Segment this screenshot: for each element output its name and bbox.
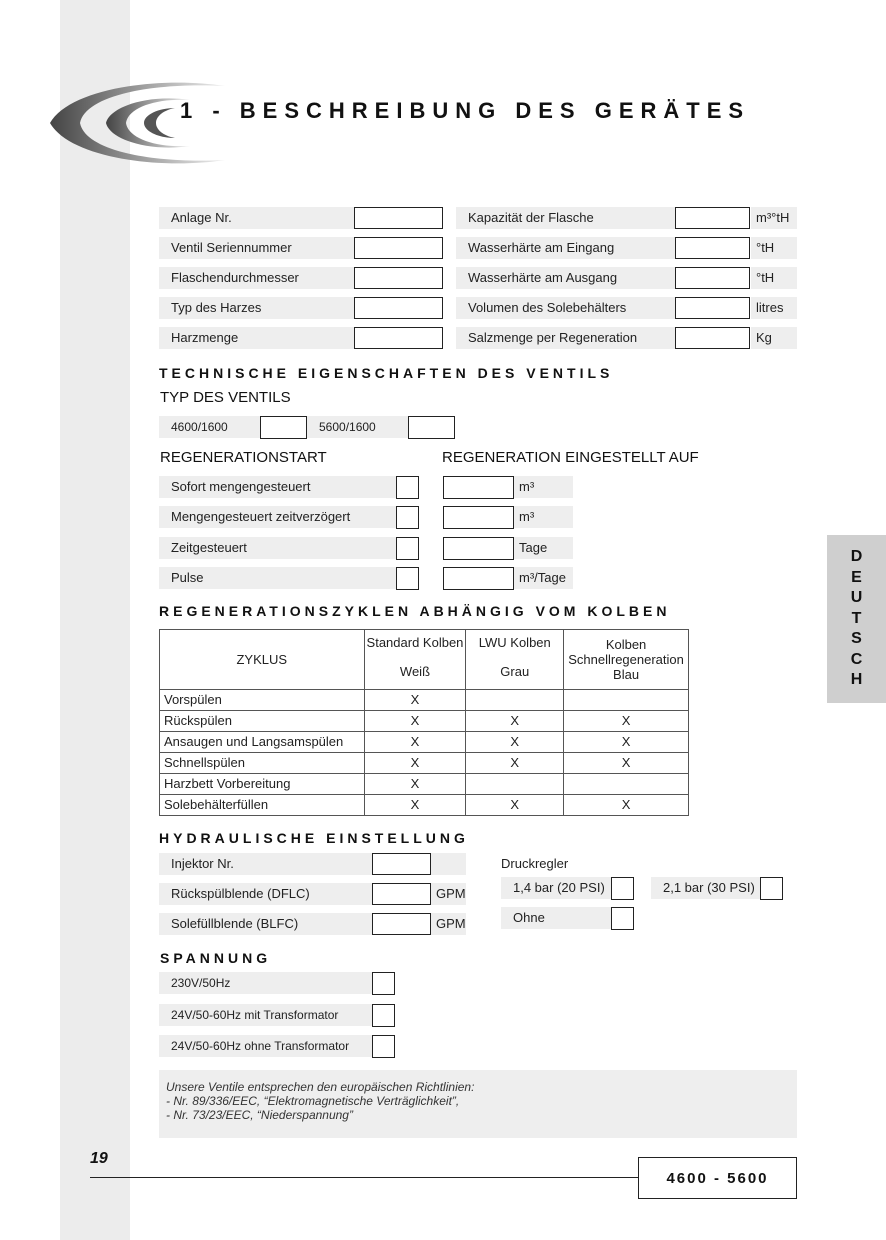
cycle-name: Solebehälterfüllen — [160, 795, 365, 816]
tab-letter: E — [851, 568, 862, 586]
col-header-schnell-top: Kolben Schnellregeneration — [568, 637, 684, 667]
unit-label: Tage — [514, 537, 573, 559]
cycle-cell — [564, 774, 689, 795]
table-row — [160, 753, 689, 774]
cycle-name: Harzbett Vorbereitung — [160, 774, 365, 795]
ventil-seriennummer-input[interactable] — [354, 237, 443, 259]
pressure-label: 1,4 bar (20 PSI) — [501, 877, 611, 899]
pressure-label: Ohne — [501, 907, 611, 929]
haerte-ausgang-input[interactable] — [675, 267, 750, 289]
footer-rule — [90, 1177, 638, 1178]
cycle-cell: X — [466, 711, 564, 732]
table-row — [160, 774, 689, 795]
unit-spacer — [431, 853, 466, 875]
table-row — [160, 732, 689, 753]
unit-label: °tH — [751, 267, 797, 289]
table-row — [160, 690, 689, 711]
regen-set-input[interactable] — [443, 567, 514, 590]
language-tab — [827, 535, 886, 703]
page-margin-strip — [60, 0, 130, 1240]
voltage-label: 24V/50-60Hz mit Transformator — [159, 1004, 372, 1026]
tab-letter: T — [851, 609, 862, 627]
field-label: Kapazität der Flasche — [456, 207, 675, 229]
kapazitaet-input[interactable] — [675, 207, 750, 229]
voltage-label: 24V/50-60Hz ohne Transformator — [159, 1035, 372, 1057]
table-row — [160, 711, 689, 732]
regen-start-label: Zeitgesteuert — [159, 537, 396, 559]
blfc-input[interactable] — [372, 913, 431, 935]
voltage-label: 230V/50Hz — [159, 972, 372, 994]
volumen-solebehaelter-input[interactable] — [675, 297, 750, 319]
cycle-cell — [564, 690, 689, 711]
field-label: Typ des Harzes — [159, 297, 354, 319]
cycle-cell: X — [364, 711, 466, 732]
field-label: Flaschendurchmesser — [159, 267, 354, 289]
table-header-row — [160, 630, 689, 656]
cycle-name: Vorspülen — [160, 690, 365, 711]
unit-label: m³ — [514, 476, 573, 498]
cycle-cell: X — [364, 732, 466, 753]
dlfc-input[interactable] — [372, 883, 431, 905]
valve-option-label: 5600/1600 — [307, 416, 408, 438]
valve-4600-checkbox[interactable] — [260, 416, 307, 439]
pressure-1-4-checkbox[interactable] — [611, 877, 634, 900]
tab-letter: H — [850, 671, 863, 689]
cycle-cell — [466, 690, 564, 711]
pressure-regulator-title: Druckregler — [501, 856, 569, 871]
pressure-label: 2,1 bar (30 PSI) — [651, 877, 760, 899]
section-heading-voltage: SPANNUNG — [160, 950, 272, 966]
pressure-ohne-checkbox[interactable] — [611, 907, 634, 930]
regen-start-label: Pulse — [159, 567, 396, 589]
regen-start-label: Mengengesteuert zeitverzögert — [159, 506, 396, 528]
unit-label: m³ — [514, 506, 573, 528]
col-header-lwu-color: Grau — [466, 656, 564, 690]
regen-set-title: REGENERATION EINGESTELLT AUF — [442, 449, 699, 466]
tab-letter: U — [850, 589, 863, 607]
blfc-label: Solefüllblende (BLFC) — [159, 913, 372, 935]
unit-label: litres — [751, 297, 797, 319]
col-header-zyklus: ZYKLUS — [160, 630, 365, 690]
field-label: Ventil Seriennummer — [159, 237, 354, 259]
col-header-standard-color: Weiß — [364, 656, 466, 690]
tab-letter: C — [850, 650, 863, 668]
voltage-24v-ohne-checkbox[interactable] — [372, 1035, 395, 1058]
notice-line: - Nr. 89/336/EEC, “Elektromagnetische Verträglichkeit”, — [166, 1094, 460, 1108]
injector-input[interactable] — [372, 853, 431, 875]
cycle-cell: X — [466, 795, 564, 816]
regen-start-checkbox[interactable] — [396, 506, 419, 529]
cycle-cell — [466, 774, 564, 795]
section-heading-technical: TECHNISCHE EIGENSCHAFTEN DES VENTILS — [159, 365, 614, 381]
cycle-cell: X — [564, 732, 689, 753]
valve-option-label: 4600/1600 — [159, 416, 260, 438]
cycle-cell: X — [564, 753, 689, 774]
injector-label: Injektor Nr. — [159, 853, 372, 875]
cycle-cell: X — [364, 690, 466, 711]
regen-start-checkbox[interactable] — [396, 567, 419, 590]
regen-set-input[interactable] — [443, 476, 514, 499]
section-heading-cycles: REGENERATIONSZYKLEN ABHÄNGIG VOM KOLBEN — [159, 603, 671, 619]
cycle-name: Schnellspülen — [160, 753, 365, 774]
tab-letter: S — [851, 630, 862, 648]
unit-label: Kg — [751, 327, 797, 349]
regen-set-input[interactable] — [443, 537, 514, 560]
harzmenge-input[interactable] — [354, 327, 443, 349]
flaschendurchmesser-input[interactable] — [354, 267, 443, 289]
col-header-standard: Standard Kolben — [364, 630, 466, 656]
unit-label: °tH — [751, 237, 797, 259]
regen-start-label: Sofort mengengesteuert — [159, 476, 396, 498]
cycle-cell: X — [364, 795, 466, 816]
page-number: 19 — [90, 1150, 108, 1167]
dlfc-label: Rückspülblende (DFLC) — [159, 883, 372, 905]
cycle-cell: X — [466, 732, 564, 753]
field-label: Wasserhärte am Eingang — [456, 237, 675, 259]
voltage-24v-mit-checkbox[interactable] — [372, 1004, 395, 1027]
cycle-cell: X — [364, 753, 466, 774]
typ-des-harzes-input[interactable] — [354, 297, 443, 319]
compliance-notice — [159, 1070, 797, 1138]
notice-line: - Nr. 73/23/EEC, “Niederspannung” — [166, 1108, 353, 1122]
regen-start-title: REGENERATIONSTART — [160, 449, 327, 466]
unit-label: m³°tH — [751, 207, 797, 229]
section-heading-hydraulic: HYDRAULISCHE EINSTELLUNG — [159, 830, 469, 846]
cycle-name: Ansaugen und Langsamspülen — [160, 732, 365, 753]
field-label: Harzmenge — [159, 327, 354, 349]
col-header-schnell — [564, 630, 689, 690]
salzmenge-input[interactable] — [675, 327, 750, 349]
field-label: Salzmenge per Regeneration — [456, 327, 675, 349]
cycle-cell: X — [364, 774, 466, 795]
col-header-schnell-bottom: Blau — [613, 667, 640, 682]
page-title: 1 - BESCHREIBUNG DES GERÄTES — [180, 98, 751, 123]
regen-start-checkbox[interactable] — [396, 537, 419, 560]
model-badge: 4600 - 5600 — [638, 1157, 797, 1199]
field-label: Anlage Nr. — [159, 207, 354, 229]
table-row — [160, 795, 689, 816]
notice-line: Unsere Ventile entsprechen den europäischen Richtlinien: — [166, 1080, 475, 1094]
cycle-cell: X — [564, 795, 689, 816]
field-label: Volumen des Solebehälters — [456, 297, 675, 319]
cycle-cell: X — [466, 753, 564, 774]
regen-set-input[interactable] — [443, 506, 514, 529]
cycles-table — [159, 629, 689, 816]
anlage-nr-input[interactable] — [354, 207, 443, 229]
unit-label: GPM — [431, 913, 466, 935]
haerte-eingang-input[interactable] — [675, 237, 750, 259]
tab-letter: D — [850, 548, 863, 566]
cycle-cell: X — [564, 711, 689, 732]
unit-label: m³/Tage — [514, 567, 573, 589]
unit-label: GPM — [431, 883, 466, 905]
col-header-lwu: LWU Kolben — [466, 630, 564, 656]
valve-5600-checkbox[interactable] — [408, 416, 455, 439]
field-label: Wasserhärte am Ausgang — [456, 267, 675, 289]
cycle-name: Rückspülen — [160, 711, 365, 732]
voltage-230v-checkbox[interactable] — [372, 972, 395, 995]
valve-type-title: TYP DES VENTILS — [160, 389, 291, 406]
pressure-2-1-checkbox[interactable] — [760, 877, 783, 900]
regen-start-checkbox[interactable] — [396, 476, 419, 499]
